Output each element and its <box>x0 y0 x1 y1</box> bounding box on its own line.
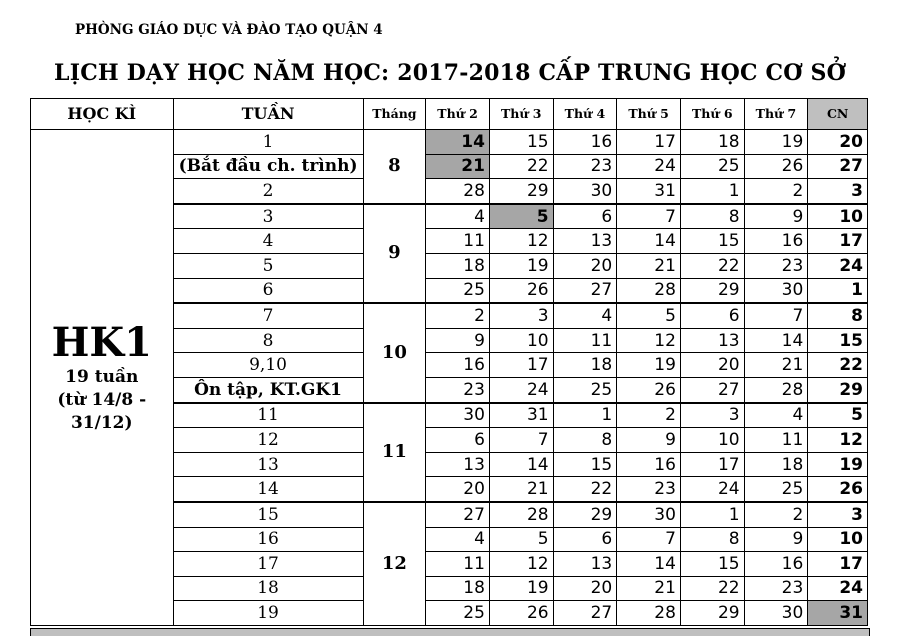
week-cell: 17 <box>173 552 363 577</box>
day-cell-wed: 15 <box>553 452 617 477</box>
week-cell: 13 <box>173 452 363 477</box>
day-cell-sat: 2 <box>744 502 808 527</box>
day-cell-sun: 10 <box>808 527 868 552</box>
table-row <box>31 130 868 155</box>
day-cell-fri: 15 <box>680 229 744 254</box>
day-cell-thu: 7 <box>617 527 681 552</box>
day-cell-sat: 25 <box>744 477 808 502</box>
week-cell: 1 <box>173 130 363 155</box>
day-cell-sat: 2 <box>744 179 808 204</box>
day-cell-thu: 14 <box>617 229 681 254</box>
day-cell-fri: 10 <box>680 428 744 453</box>
schedule-body <box>31 130 868 626</box>
day-cell-fri: 8 <box>680 527 744 552</box>
day-cell-tue: 12 <box>489 552 553 577</box>
day-cell-fri: 8 <box>680 204 744 229</box>
day-cell-tue: 3 <box>489 303 553 328</box>
day-cell-sun: 19 <box>808 452 868 477</box>
day-cell-wed: 30 <box>553 179 617 204</box>
day-cell-wed: 6 <box>553 527 617 552</box>
day-cell-sun: 15 <box>808 328 868 353</box>
day-cell-tue: 12 <box>489 229 553 254</box>
day-cell-sun: 12 <box>808 428 868 453</box>
col-header-mon: Thứ 2 <box>426 99 490 130</box>
semester-note: 19 tuần <box>65 366 139 387</box>
day-cell-thu: 7 <box>617 204 681 229</box>
day-cell-tue: 31 <box>489 403 553 428</box>
day-cell-fri: 24 <box>680 477 744 502</box>
day-cell-wed: 4 <box>553 303 617 328</box>
day-cell-wed: 13 <box>553 552 617 577</box>
day-cell-mon: 4 <box>426 527 490 552</box>
day-cell-sat: 7 <box>744 303 808 328</box>
day-cell-sat: 23 <box>744 576 808 601</box>
day-cell-fri: 15 <box>680 552 744 577</box>
month-cell: 11 <box>363 403 426 502</box>
day-cell-mon: 13 <box>426 452 490 477</box>
day-cell-sun: 22 <box>808 353 868 378</box>
day-cell-thu: 31 <box>617 179 681 204</box>
day-cell-wed: 11 <box>553 328 617 353</box>
week-cell: (Bắt đầu ch. trình) <box>173 154 363 179</box>
day-cell-mon: 25 <box>426 601 490 626</box>
day-cell-fri: 22 <box>680 576 744 601</box>
day-cell-mon: 27 <box>426 502 490 527</box>
day-cell-tue: 21 <box>489 477 553 502</box>
day-cell-sat: 9 <box>744 204 808 229</box>
day-cell-fri: 1 <box>680 179 744 204</box>
day-cell-sun: 26 <box>808 477 868 502</box>
day-cell-sun: 17 <box>808 229 868 254</box>
col-header-wed: Thứ 4 <box>553 99 617 130</box>
day-cell-mon: 30 <box>426 403 490 428</box>
day-cell-wed: 8 <box>553 428 617 453</box>
day-cell-sun: 1 <box>808 278 868 303</box>
day-cell-tue: 14 <box>489 452 553 477</box>
day-cell-tue: 28 <box>489 502 553 527</box>
day-cell-thu: 21 <box>617 576 681 601</box>
month-cell: 8 <box>363 130 426 204</box>
day-cell-fri: 20 <box>680 353 744 378</box>
day-cell-sun: 24 <box>808 253 868 278</box>
week-cell: 18 <box>173 576 363 601</box>
day-cell-sat: 14 <box>744 328 808 353</box>
day-cell-thu: 24 <box>617 154 681 179</box>
day-cell-fri: 29 <box>680 278 744 303</box>
day-cell-sun: 27 <box>808 154 868 179</box>
day-cell-sat: 23 <box>744 253 808 278</box>
schedule-table <box>30 98 868 626</box>
day-cell-mon: 21 <box>426 154 490 179</box>
day-cell-sat: 11 <box>744 428 808 453</box>
day-cell-wed: 25 <box>553 377 617 402</box>
semester-name: HK1 <box>51 318 152 366</box>
day-cell-sun: 3 <box>808 502 868 527</box>
week-cell: 14 <box>173 477 363 502</box>
day-cell-tue: 5 <box>489 204 553 229</box>
day-cell-wed: 29 <box>553 502 617 527</box>
col-header-sun: CN <box>808 99 868 130</box>
day-cell-fri: 29 <box>680 601 744 626</box>
day-cell-fri: 22 <box>680 253 744 278</box>
day-cell-tue: 19 <box>489 253 553 278</box>
day-cell-tue: 29 <box>489 179 553 204</box>
day-cell-mon: 4 <box>426 204 490 229</box>
day-cell-fri: 1 <box>680 502 744 527</box>
day-cell-tue: 7 <box>489 428 553 453</box>
col-header-sat: Thứ 7 <box>744 99 808 130</box>
day-cell-sat: 26 <box>744 154 808 179</box>
day-cell-mon: 25 <box>426 278 490 303</box>
day-cell-thu: 14 <box>617 552 681 577</box>
day-cell-wed: 22 <box>553 477 617 502</box>
day-cell-thu: 28 <box>617 278 681 303</box>
day-cell-tue: 15 <box>489 130 553 155</box>
week-cell: 11 <box>173 403 363 428</box>
col-header-semester: HỌC KÌ <box>31 99 174 130</box>
day-cell-mon: 16 <box>426 353 490 378</box>
day-cell-fri: 3 <box>680 403 744 428</box>
day-cell-wed: 13 <box>553 229 617 254</box>
day-cell-sun: 31 <box>808 601 868 626</box>
day-cell-tue: 26 <box>489 278 553 303</box>
day-cell-sat: 21 <box>744 353 808 378</box>
day-cell-tue: 17 <box>489 353 553 378</box>
day-cell-tue: 22 <box>489 154 553 179</box>
day-cell-thu: 30 <box>617 502 681 527</box>
day-cell-wed: 18 <box>553 353 617 378</box>
day-cell-sun: 29 <box>808 377 868 402</box>
day-cell-sat: 30 <box>744 278 808 303</box>
week-cell: 8 <box>173 328 363 353</box>
header-row <box>31 99 868 130</box>
day-cell-mon: 28 <box>426 179 490 204</box>
week-cell: 2 <box>173 179 363 204</box>
day-cell-tue: 24 <box>489 377 553 402</box>
day-cell-mon: 9 <box>426 328 490 353</box>
day-cell-sun: 24 <box>808 576 868 601</box>
day-cell-mon: 11 <box>426 229 490 254</box>
col-header-tue: Thứ 3 <box>489 99 553 130</box>
day-cell-sat: 16 <box>744 552 808 577</box>
semester-note: (từ 14/8 - <box>57 389 147 410</box>
day-cell-thu: 26 <box>617 377 681 402</box>
week-cell: 6 <box>173 278 363 303</box>
semester-note: 31/12) <box>70 412 133 433</box>
day-cell-thu: 2 <box>617 403 681 428</box>
day-cell-mon: 18 <box>426 253 490 278</box>
day-cell-thu: 9 <box>617 428 681 453</box>
day-cell-sat: 30 <box>744 601 808 626</box>
day-cell-thu: 23 <box>617 477 681 502</box>
day-cell-sat: 4 <box>744 403 808 428</box>
col-header-fri: Thứ 6 <box>680 99 744 130</box>
day-cell-wed: 27 <box>553 601 617 626</box>
day-cell-sun: 5 <box>808 403 868 428</box>
day-cell-thu: 21 <box>617 253 681 278</box>
day-cell-wed: 27 <box>553 278 617 303</box>
day-cell-tue: 26 <box>489 601 553 626</box>
week-cell: Ôn tập, KT.GK1 <box>173 377 363 402</box>
day-cell-tue: 10 <box>489 328 553 353</box>
week-cell: 9,10 <box>173 353 363 378</box>
week-cell: 3 <box>173 204 363 229</box>
day-cell-thu: 17 <box>617 130 681 155</box>
month-cell: 12 <box>363 502 426 625</box>
day-cell-sat: 18 <box>744 452 808 477</box>
day-cell-sat: 16 <box>744 229 808 254</box>
day-cell-fri: 13 <box>680 328 744 353</box>
day-cell-thu: 19 <box>617 353 681 378</box>
day-cell-thu: 16 <box>617 452 681 477</box>
day-cell-sat: 28 <box>744 377 808 402</box>
day-cell-wed: 6 <box>553 204 617 229</box>
day-cell-mon: 6 <box>426 428 490 453</box>
day-cell-sat: 19 <box>744 130 808 155</box>
day-cell-wed: 1 <box>553 403 617 428</box>
day-cell-thu: 12 <box>617 328 681 353</box>
day-cell-wed: 20 <box>553 576 617 601</box>
week-cell: 4 <box>173 229 363 254</box>
day-cell-mon: 2 <box>426 303 490 328</box>
day-cell-tue: 5 <box>489 527 553 552</box>
day-cell-wed: 20 <box>553 253 617 278</box>
week-cell: 15 <box>173 502 363 527</box>
col-header-month: Tháng <box>363 99 426 130</box>
day-cell-fri: 25 <box>680 154 744 179</box>
col-header-thu: Thứ 5 <box>617 99 681 130</box>
day-cell-fri: 27 <box>680 377 744 402</box>
day-cell-fri: 18 <box>680 130 744 155</box>
day-cell-mon: 20 <box>426 477 490 502</box>
day-cell-thu: 28 <box>617 601 681 626</box>
day-cell-sun: 17 <box>808 552 868 577</box>
semester-cell <box>31 130 174 626</box>
day-cell-fri: 17 <box>680 452 744 477</box>
day-cell-mon: 23 <box>426 377 490 402</box>
month-cell: 9 <box>363 204 426 303</box>
day-cell-sun: 8 <box>808 303 868 328</box>
day-cell-mon: 14 <box>426 130 490 155</box>
day-cell-sun: 10 <box>808 204 868 229</box>
day-cell-fri: 6 <box>680 303 744 328</box>
document-title: LỊCH DẠY HỌC NĂM HỌC: 2017-2018 CẤP TRUNG HỌC CƠ SỞ <box>54 60 846 86</box>
week-cell: 16 <box>173 527 363 552</box>
month-cell: 10 <box>363 303 426 402</box>
day-cell-mon: 18 <box>426 576 490 601</box>
week-cell: 5 <box>173 253 363 278</box>
day-cell-wed: 23 <box>553 154 617 179</box>
week-cell: 12 <box>173 428 363 453</box>
week-cell: 19 <box>173 601 363 626</box>
day-cell-sat: 9 <box>744 527 808 552</box>
week-cell: 7 <box>173 303 363 328</box>
day-cell-sun: 20 <box>808 130 868 155</box>
day-cell-tue: 19 <box>489 576 553 601</box>
day-cell-mon: 11 <box>426 552 490 577</box>
day-cell-thu: 5 <box>617 303 681 328</box>
col-header-week: TUẦN <box>173 99 363 130</box>
day-cell-wed: 16 <box>553 130 617 155</box>
day-cell-sun: 3 <box>808 179 868 204</box>
department-name: PHÒNG GIÁO DỤC VÀ ĐÀO TẠO QUẬN 4 <box>75 22 383 38</box>
